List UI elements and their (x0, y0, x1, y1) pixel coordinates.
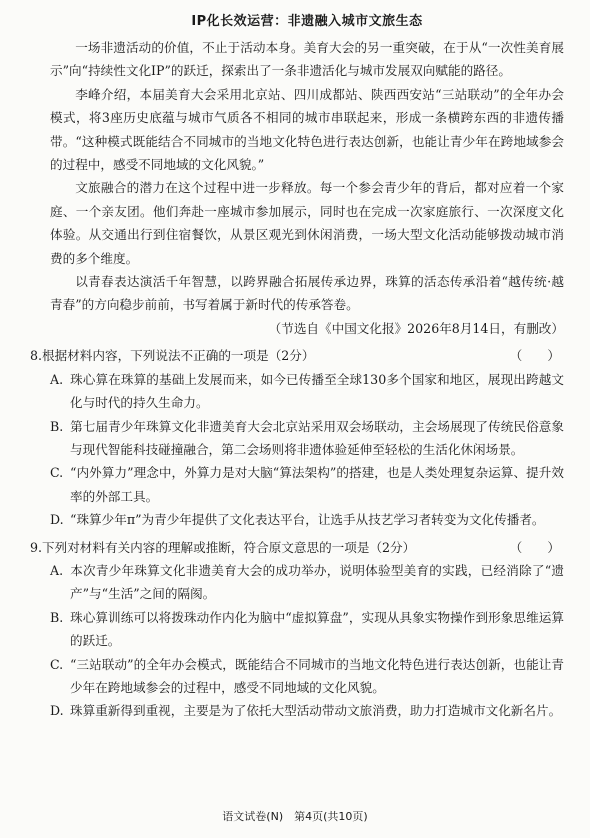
option-letter: A. (50, 562, 64, 578)
option-c (50, 461, 564, 508)
question-9 (30, 536, 564, 723)
option-text: “珠算少年π”为青少年提供了文化表达平台，让选手从技艺学习者转变为文化传播者。 (70, 512, 545, 528)
option-d (50, 699, 564, 722)
section-title: IP化长效运营：非遗融入城市文旅生态 (191, 14, 423, 29)
paragraph: 文旅融合的潜力在这个过程中进一步释放。每一个参会青少年的背后，都对应着一个家庭、一个亲友团。他们奔赴一座城市参加展示，同时也在完成一次家庭旅行、一次深度文化体验。从交通出行到住宿餐饮，从景区观光到休闲消费，一场大型文化活动能够拨动城市消费的多个维度。 (50, 180, 564, 266)
option-letter: A. (50, 371, 64, 387)
option-text: “三站联动”的全年办会模式，既能结合不同城市的当地文化特色进行表达创新，也能让青少年在跨地域参会的过程中，感受不同地域的文化风貌。 (70, 656, 564, 695)
question-8 (30, 344, 564, 531)
option-c (50, 653, 564, 700)
option-letter: D. (50, 703, 64, 719)
answer-blank: （ ） (509, 348, 560, 364)
option-a (50, 559, 564, 606)
option-text: 珠算重新得到重视，主要是为了依托大型活动带动文旅消费，助力打造城市文化新名片。 (70, 703, 562, 719)
page-footer: 语文试卷(N) 第4页(共10页) (222, 810, 368, 823)
option-text: 珠心算训练可以将拨珠动作内化为脑中“虚拟算盘”，实现从具象实物操作到形象思维运算的跃迁。 (70, 609, 564, 649)
option-letter: B. (50, 609, 64, 625)
option-d (50, 508, 564, 531)
option-text: “内外算力”理念中，外算力是对大脑“算法架构”的搭建，也是人类处理复杂运算、提升效率的外部工具。 (70, 465, 564, 504)
paragraph: 李峰介绍，本届美育大会采用北京站、四川成都站、陕西西安站“三站联动”的全年办会模式，将3座历史底蕴与城市气质各不相同的城市串联起来，形成一条横跨东西的非遗传播带。“这种模式既能结合不同城市的当地文化特色进行表达创新，也能让青少年在跨地域参会的过程中，感受不同地域的文化风貌。” (50, 86, 564, 173)
question-stem (30, 536, 564, 559)
option-b (50, 415, 564, 462)
option-letter: B. (50, 418, 64, 434)
paragraph: 一场非遗活动的价值，不止于活动本身。美育大会的另一重突破，在于从“一次性美育展示”向“持续性文化IP”的跃迁，探索出了一条非遗活化与城市发展双向赋能的路径。 (50, 40, 564, 79)
question-stem-text: 8.根据材料内容，下列说法不正确的一项是（2分） (30, 348, 315, 364)
option-letter: C. (50, 465, 64, 481)
question-stem-text: 9.下列对材料有关内容的理解或推断，符合原文意思的一项是（2分） (30, 539, 416, 555)
question-stem (30, 344, 564, 367)
option-text: 本次青少年珠算文化非遗美育大会的成功举办，说明体验型美育的实践，已经消除了“遗产”与“生活”之间的隔阂。 (70, 562, 564, 602)
option-letter: D. (50, 512, 64, 528)
option-text: 珠心算在珠算的基础上发展而来，如今已传播至全球130多个国家和地区，展现出跨越文化与时代的持久生命力。 (70, 371, 564, 411)
option-a (50, 368, 564, 415)
paragraph: 以青春表达演活千年智慧，以跨界融合拓展传承边界，珠算的活态传承沿着“越传统·越青春”的方向稳步前前，书写着属于新时代的传承答卷。 (50, 274, 564, 313)
option-b (50, 606, 564, 653)
source-citation: （节选自《中国文化报》2026年8月14日，有删改） (268, 320, 564, 336)
answer-blank: （ ） (509, 539, 560, 555)
option-text: 第七届青少年珠算文化非遗美育大会北京站采用双会场联动，主会场展现了传统民俗意象与现代智能科技碰撞融合，第二会场则将非遗体验延伸至轻松的生活化休闲场景。 (70, 418, 564, 457)
option-letter: C. (50, 656, 64, 672)
